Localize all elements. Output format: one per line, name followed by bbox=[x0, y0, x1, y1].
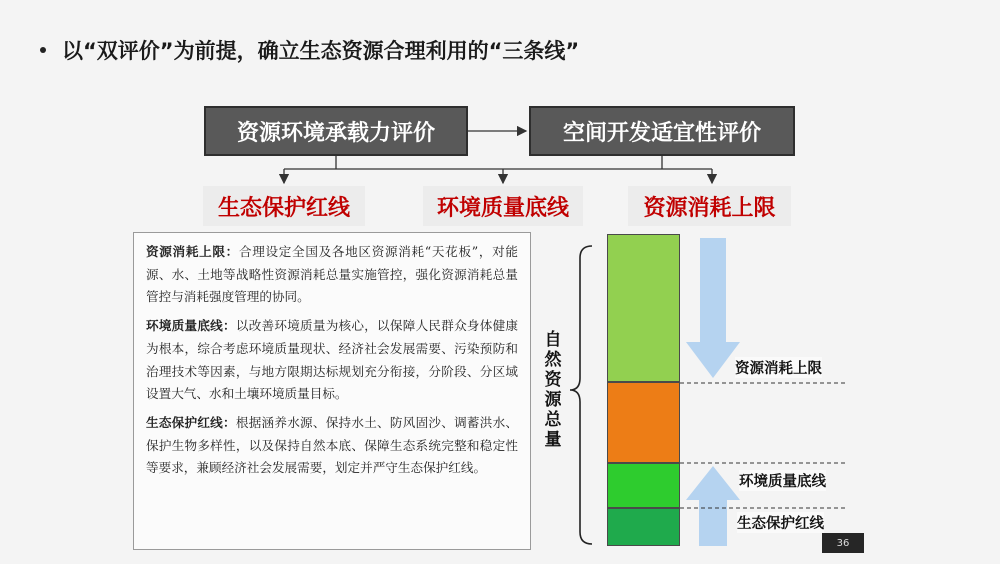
environmental-quality-baseline-label: 环境质量底线 bbox=[423, 186, 583, 226]
line-label-ecological-red-line: 生态保护红线 bbox=[737, 512, 824, 533]
carrying-capacity-eval-box bbox=[204, 106, 468, 156]
paragraph-resource-cap bbox=[146, 241, 518, 309]
paragraph-heading: 资源消耗上限： bbox=[146, 244, 239, 259]
paragraph-body: 根据涵养水源、保持水土、防风固沙、调蓄洪水、保护生物多样性，以及保持自然本底、保障生态系统完整和稳定性等要求，兼顾经济社会发展需要，划定并严守生态保护红线。 bbox=[146, 414, 519, 476]
brace-icon bbox=[570, 246, 592, 544]
paragraph-heading: 环境质量底线： bbox=[146, 318, 236, 334]
resource-bar-bottom-segment bbox=[607, 508, 680, 546]
ecological-red-line-label: 生态保护红线 bbox=[203, 186, 365, 226]
title-text: 以“双评价”为前提，确立生态资源合理利用的“三条线” bbox=[62, 39, 580, 63]
paragraph-body: 以改善环境质量为核心，以保障人民群众身体健康为根本，综合考虑环境质量现状、经济社会发展需要、污染预防和治理技术等因素，与地方限期达标规划充分衔接，分阶段、分区域设置大气、水和土壤环境质量目标。 bbox=[146, 318, 519, 402]
total-natural-resources-label: 自 然 资 源 总 量 bbox=[544, 330, 562, 450]
paragraph-quality-baseline bbox=[146, 315, 518, 406]
resource-consumption-cap-label: 资源消耗上限 bbox=[628, 186, 791, 226]
paragraph-body: 合理设定全国及各地区资源消耗“天花板”，对能源、水、土地等战略性资源消耗总量实施管控，强化资源消耗总量管控与消耗强度管理的协同。 bbox=[146, 244, 518, 305]
page-number: 36 bbox=[822, 533, 864, 553]
development-suitability-eval-box bbox=[529, 106, 795, 156]
up-arrow-icon bbox=[699, 508, 727, 546]
eval-right-label: 空间开发适宜性评价 bbox=[562, 120, 761, 146]
resource-bar-upper-segment bbox=[607, 234, 680, 382]
paragraph-heading: 生态保护红线： bbox=[146, 414, 236, 430]
resource-bar-middle-segment bbox=[607, 382, 680, 463]
up-arrow-icon bbox=[686, 466, 740, 508]
down-arrow-icon bbox=[686, 238, 740, 378]
definition-text-box bbox=[133, 232, 531, 550]
line-label-resource-cap: 资源消耗上限 bbox=[735, 357, 822, 378]
line-label-quality-baseline: 环境质量底线 bbox=[739, 470, 826, 491]
eval-left-label: 资源环境承载力评价 bbox=[236, 120, 435, 146]
paragraph-ecological-red-line bbox=[146, 412, 518, 480]
resource-bar-lower-segment bbox=[607, 463, 680, 508]
